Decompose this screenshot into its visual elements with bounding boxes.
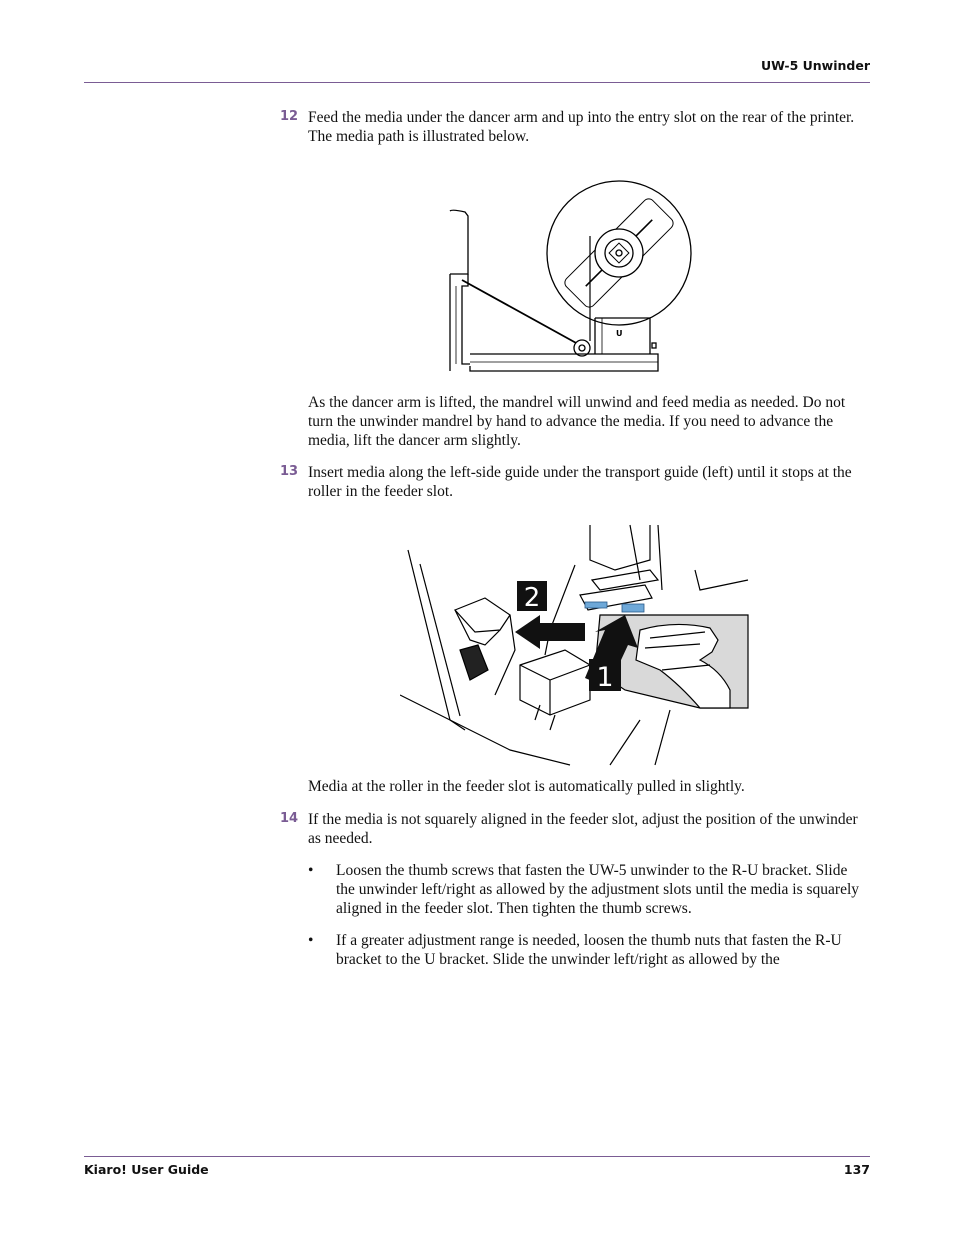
step-number-13: 13 <box>280 464 299 479</box>
feeder-slot-note: Media at the roller in the feeder slot is automatically pulled in slightly. <box>308 778 745 795</box>
u-bracket-label: U <box>616 329 623 338</box>
step-number-14: 14 <box>280 811 299 826</box>
callout-2: 2 <box>523 583 541 613</box>
bullet-text: Loosen the thumb screws that fasten the UW-5 unwinder to the R-U bracket. Slide the unwinder left/right as allowed by the adjustment slots until the media is squarely aligned in the feeder slot. Then tighten the thumb screws. <box>336 862 860 917</box>
header-rule <box>84 82 870 83</box>
bullet-symbol: • <box>308 862 314 879</box>
dancer-arm-note: As the dancer arm is lifted, the mandrel will unwind and feed media as needed. Do not turn the unwinder mandrel by hand to advance the media. If you need to advance the media, lift the dancer arm slightly. <box>308 394 846 449</box>
step-text-14: If the media is not squarely aligned in the feeder slot, adjust the position of the unwinder as needed. <box>308 811 858 847</box>
page-header-title: UW-5 Unwinder <box>761 58 870 73</box>
footer-rule <box>84 1156 870 1157</box>
feeder-slot-figure <box>400 520 752 770</box>
media-path-figure <box>440 176 700 376</box>
footer-page-number: 137 <box>843 1162 870 1177</box>
step-text-13: Insert media along the left-side guide under the transport guide (left) until it stops at the roller in the feeder slot. <box>308 464 852 500</box>
footer-guide-title: Kiaro! User Guide <box>84 1162 209 1177</box>
step-text-12: Feed the media under the dancer arm and up into the entry slot on the rear of the printer. The media path is illustrated below. <box>308 109 855 145</box>
callout-1: 1 <box>596 662 614 693</box>
step-number-12: 12 <box>280 109 299 124</box>
bullet-text: If a greater adjustment range is needed, loosen the thumb nuts that fasten the R-U bracket to the U bracket. Slide the unwinder left/right as allowed by the <box>336 932 842 968</box>
bullet-symbol: • <box>308 932 314 949</box>
